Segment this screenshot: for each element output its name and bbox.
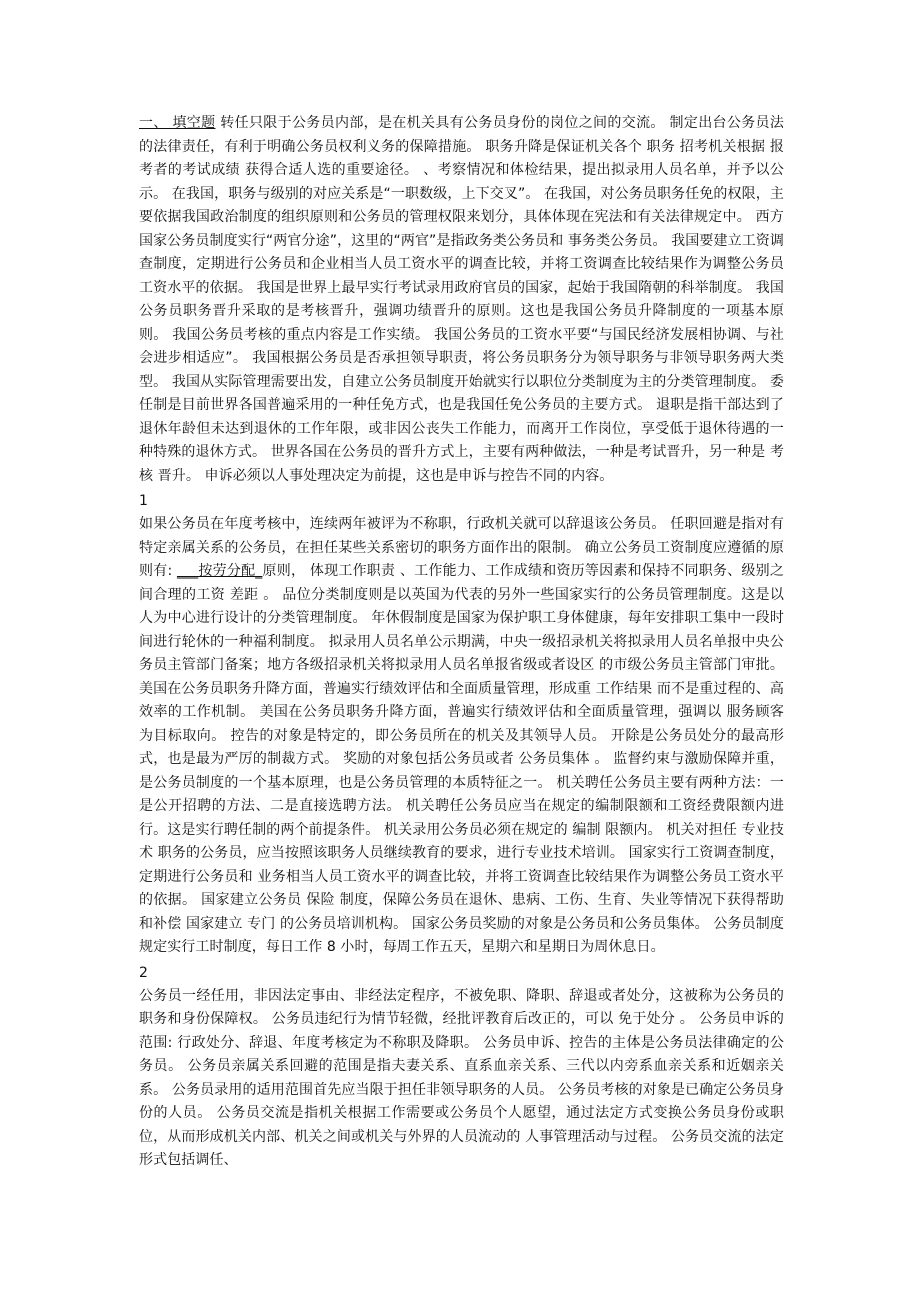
section-heading: 一、 填空题: [139, 115, 216, 131]
paragraph-text: 原则， 体现工作职责 、工作能力、工作成绩和资历等因素和保持不同职务、级别之间合理的工资 差距 。 品位分类制度则是以英国为代表的另外一些国家实行的公务员管理制度。这是以人为中心进行设计的分类管理制度。 年休假制度是国家为保护职工身体健康，每年安排职工集中一段时间进行轮休的一种福利制度。 拟录用人员名单公示期满，中央一级招录机关将拟录用人员名单报中央公务员主管部门备案；地方各级招录机关将拟录用人员名单报省级或者设区 的市级公务员主管部门审批。 美国在公务员职务升降方面，普遍实行绩效评估和全面质量管理，形成重 工作结果 而不是重过程的、高效率的工作机制。 美国在公务员职务升降方面，普遍实行绩效评估和全面质量管理，强调以 服务顾客 为目标取向。 控告的对象是特定的，即公务员所在的机关及其领导人员。 开除是公务员处分的最高形式，也是最为严厉的制裁方式。 奖励的对象包括公务员或者 公务员集体 。 监督约束与激励保障并重，是公务员制度的一个基本原理，也是公务员管理的本质特征之一。 机关聘任公务员主要有两种方法：一是公开招聘的方法、二是直接选聘方法。 机关聘任公务员应当在规定的编制限额和工资经费限额内进行。这是实行聘任制的两个前提条件。 机关录用公务员必须在规定的 编制 限额内。 机关对担任 专业技术 职务的公务员，应当按照该职务人员继续教育的要求，进行专业技术培训。 国家实行工资调查制度，定期进行公务员和 业务相当人员工资水平的调查比较，并将工资调查比较结果作为调整公务员工资水平的依据。 国家建立公务员 保险 制度，保障公务员在退休、患病、工伤、生育、失业等情况下获得帮助和补偿 国家建立 专门 的公务员培训机构。 国家公务员奖励的对象是公务员和公务员集体。 公务员制度规定实行工时制度，每日工作 8 小时，每周工作五天，星期六和星期日为周休息日。: [139, 563, 784, 955]
paragraph-three: [139, 985, 784, 1173]
paragraph-two: [139, 513, 784, 960]
paragraph-text: 如果公务员在年度考核中，连续两年被评为不称职，行政机关就可以辞退该公务员。 任职回避是指对有特定亲属关系的公务员，在担任某些关系密切的职务方面作出的限制。 确立公务员工资制度应遵循的原则有:: [139, 516, 784, 579]
page-number: 2: [139, 964, 149, 981]
blank-answer: ___按劳分配_: [176, 563, 263, 579]
document-page: [139, 112, 784, 1173]
page-number: 1: [139, 493, 149, 509]
paragraph-text: 公务员一经任用，非因法定事由、非经法定程序，不被免职、降职、辞退或者处分，这被称为公务员的 职务和身份保障权。 公务员违纪行为情节轻微，经批评教育后改正的，可以 免于处分 。 公务员申诉的范围: 行政处分、辞退、年度考核定为不称职及降职。 公务员申诉、控告的主体是公务员法律确定的公务员。 公务员亲属关系回避的范围是指夫妻关系、直系血亲关系、三代以内旁系血亲关系和近姻亲关系。 公务员录用的适用范围首先应当限于担任非领导职务的人员。 公务员考核的对象是已确定公务员身份的人员。 公务员交流是指机关根据工作需要或公务员个人愿望，通过法定方式变换公务员身份或职位，从而形成机关内部、机关之间或机关与外界的人员流动的 人事管理活动与过程。 公务员交流的法定形式包括调任、: [139, 987, 784, 1168]
paragraph-fill-in-blanks: [139, 112, 784, 488]
paragraph-text: 转任只限于公务员内部，是在机关具有公务员身份的岗位之间的交流。 制定出台公务员法的法律责任，有利于明确公务员权利义务的保障措施。 职务升降是保证机关各个 职务 招考机关根据 报考者的考试成绩 获得合适人选的重要途径。 、考察情况和体检结果，提出拟录用人员名单，并予以公示。 在我国，职务与级别的对应关系是“一职数级，上下交叉”。 在我国，对公务员职务任免的权限，主要依据我国政治制度的组织原则和公务员的管理权限来划分，具体体现在宪法和有关法律规定中。 西方国家公务员制度实行“两官分途”，这里的“两官”是指政务类公务员和 事务类公务员。 我国要建立工资调查制度，定期进行公务员和企业相当人员工资水平的调查比较，并将工资调查比较结果作为调整公务员工资水平的依据。 我国是世界上最早实行考试录用政府官员的国家，起始于我国隋朝的科举制度。 我国公务员职务晋升采取的是考核晋升，强调功绩晋升的原则。这也是我国公务员升降制度的一项基本原则。 我国公务员考核的重点内容是工作实绩。 我国公务员的工资水平要“与国民经济发展相协调、与社会进步相适应”。 我国根据公务员是否承担领导职责，将公务员职务分为领导职务与非领导职务两大类型。 我国从实际管理需要出发，自建立公务员制度开始就实行以职位分类制度为主的分类管理制度。 委任制是目前世界各国普遍采用的一种任免方式，也是我国任免公务员的主要方式。 退职是指干部达到了退休年龄但未达到退休的工作年限，或非因公丧失工作能力，而离开工作岗位，享受低于退休待遇的一种特殊的退休方式。 世界各国在公务员的晋升方式上，主要有两种做法，一种是考试晋升，另一种是 考核 晋升。 申诉必须以人事处理决定为前提，这也是申诉与控告不同的内容。: [139, 115, 784, 484]
